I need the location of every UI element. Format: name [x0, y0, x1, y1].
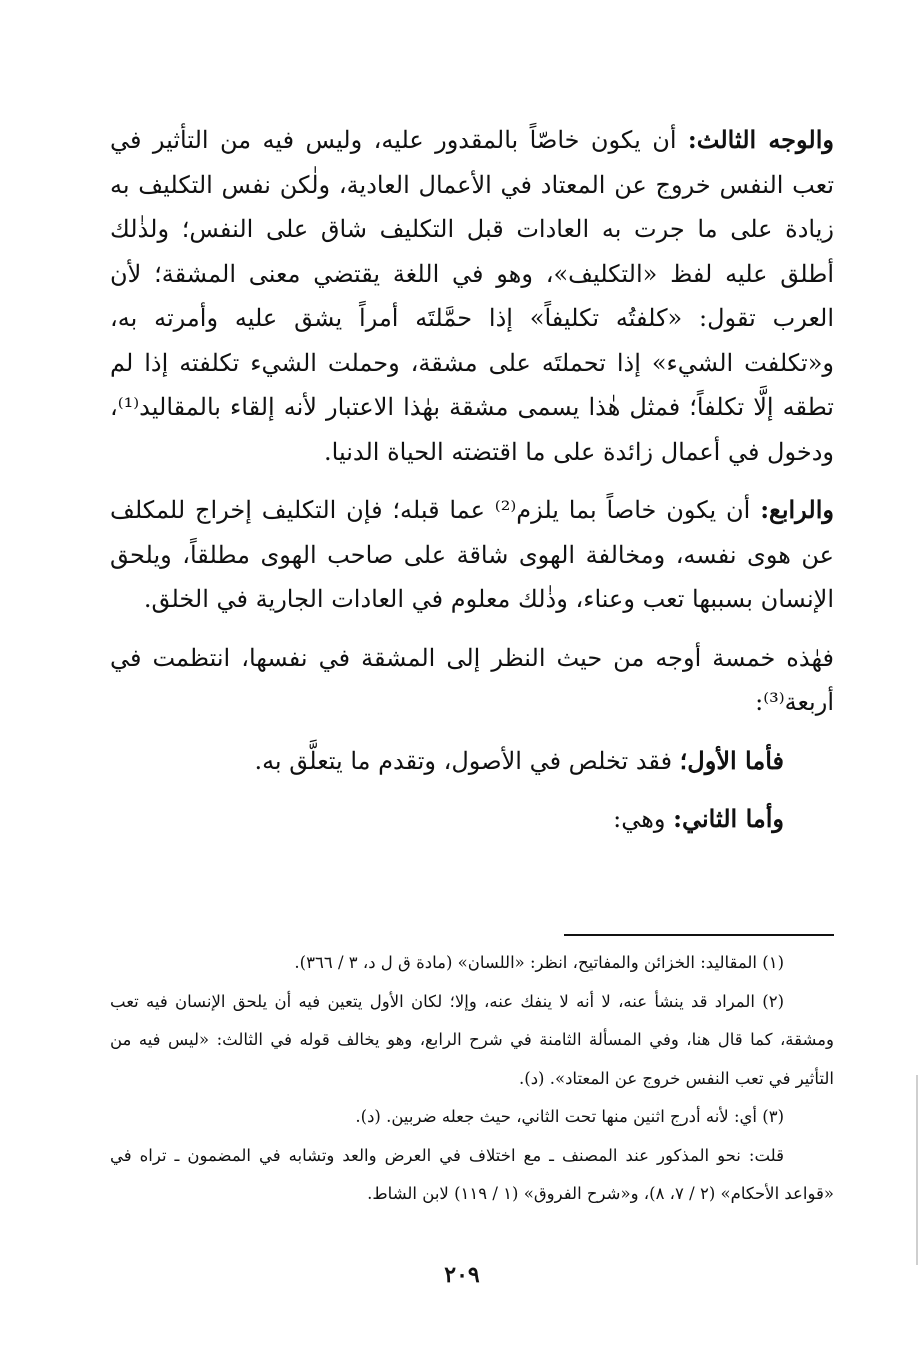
paragraph-text: فقد تخلص في الأصول، وتقدم ما يتعلَّق به.	[254, 746, 680, 775]
footnote-3-note: قلت: نحو المذكور عند المصنف ـ مع اختلاف في العرض والعد وتشابه في المضمون ـ تراه في «قواعد الأحكام» (٢ / ٧، ٨)، و«شرح الفروق» (١ / ١١٩) لابن الشاط.	[110, 1145, 834, 1203]
paragraph-first	[110, 739, 784, 784]
paragraph-fourth-aspect	[110, 488, 834, 622]
main-text	[110, 118, 834, 842]
paragraph-text: وهي:	[613, 805, 674, 833]
paragraph-summary: فهٰذه خمسة أوجه من حيث النظر إلى المشقة في نفسها، انتظمت في أربعة⁽³⁾:	[110, 643, 834, 716]
footnote-1: (١) المقاليد: الخزائن والمفاتيح، انظر: «اللسان» (مادة ق ل د، ٣ / ٣٦٦).	[294, 953, 784, 972]
footnote-divider	[564, 934, 834, 936]
paragraph-lead: والوجه الثالث:	[687, 125, 834, 154]
paragraph-lead: والرابع:	[760, 495, 834, 524]
footnotes	[110, 944, 834, 1214]
paragraph-text: أن يكون خاصّاً بالمقدور عليه، وليس فيه من التأثير في تعب النفس خروج عن المعتاد في الأعمال العادية، ولٰكن نفس التكليف به زيادة على ما جرت به العادات قبل التكليف شاق على النفس؛ ولذٰلك أطلق عليه لفظ «التكليف»، وهو في اللغة يقتضي معنى المشقة؛ لأن العرب تقول: «كلفتُه تكليفاً» إذا حمَّلتَه أمراً يشق عليه وأمرته به، و«تكلفت الشيء» إذا تحملتَه على مشقة، وحملت الشيء تكلفته إذا لم تطقه إلَّا تكلفاً؛ فمثل هٰذا يسمى مشقة بهٰذا الاعتبار لأنه إلقاء بالمقاليد⁽¹⁾، ودخول في أعمال زائدة على ما اقتضته الحياة الدنيا.	[110, 126, 834, 466]
page-number: ٢٠٩	[444, 1262, 480, 1288]
scan-edge	[916, 1075, 918, 1265]
paragraph-lead: فأما الأول؛	[679, 745, 784, 775]
paragraph-lead: وأما الثاني:	[673, 804, 784, 833]
paragraph-text: أن يكون خاصاً بما يلزم⁽²⁾ عما قبله؛ فإن التكليف إخراج للمكلف عن هوى نفسه، ومخالفة الهوى شاقة على صاحب الهوى مطلقاً، ويلحق الإنسان بسببها تعب وعناء، وذٰلك معلوم في العادات الجارية في الخلق.	[110, 496, 834, 613]
paragraph-third-aspect	[110, 118, 834, 474]
paragraph-second	[110, 797, 784, 842]
footnote-3: (٣) أي: لأنه أدرج اثنين منها تحت الثاني، حيث جعله ضربين. (د).	[355, 1107, 784, 1126]
footnote-2: (٢) المراد قد ينشأ عنه، لا أنه لا ينفك عنه، وإلا؛ لكان الأول يتعين فيه أن يلحق الإنسان فيه تعب ومشقة، كما قال هنا، وفي المسألة الثامنة في شرح الرابع، وهو يخالف قوله في الثالث: «ليس فيه من التأثير في تعب النفس خروج عن المعتاد». (د).	[110, 991, 834, 1088]
